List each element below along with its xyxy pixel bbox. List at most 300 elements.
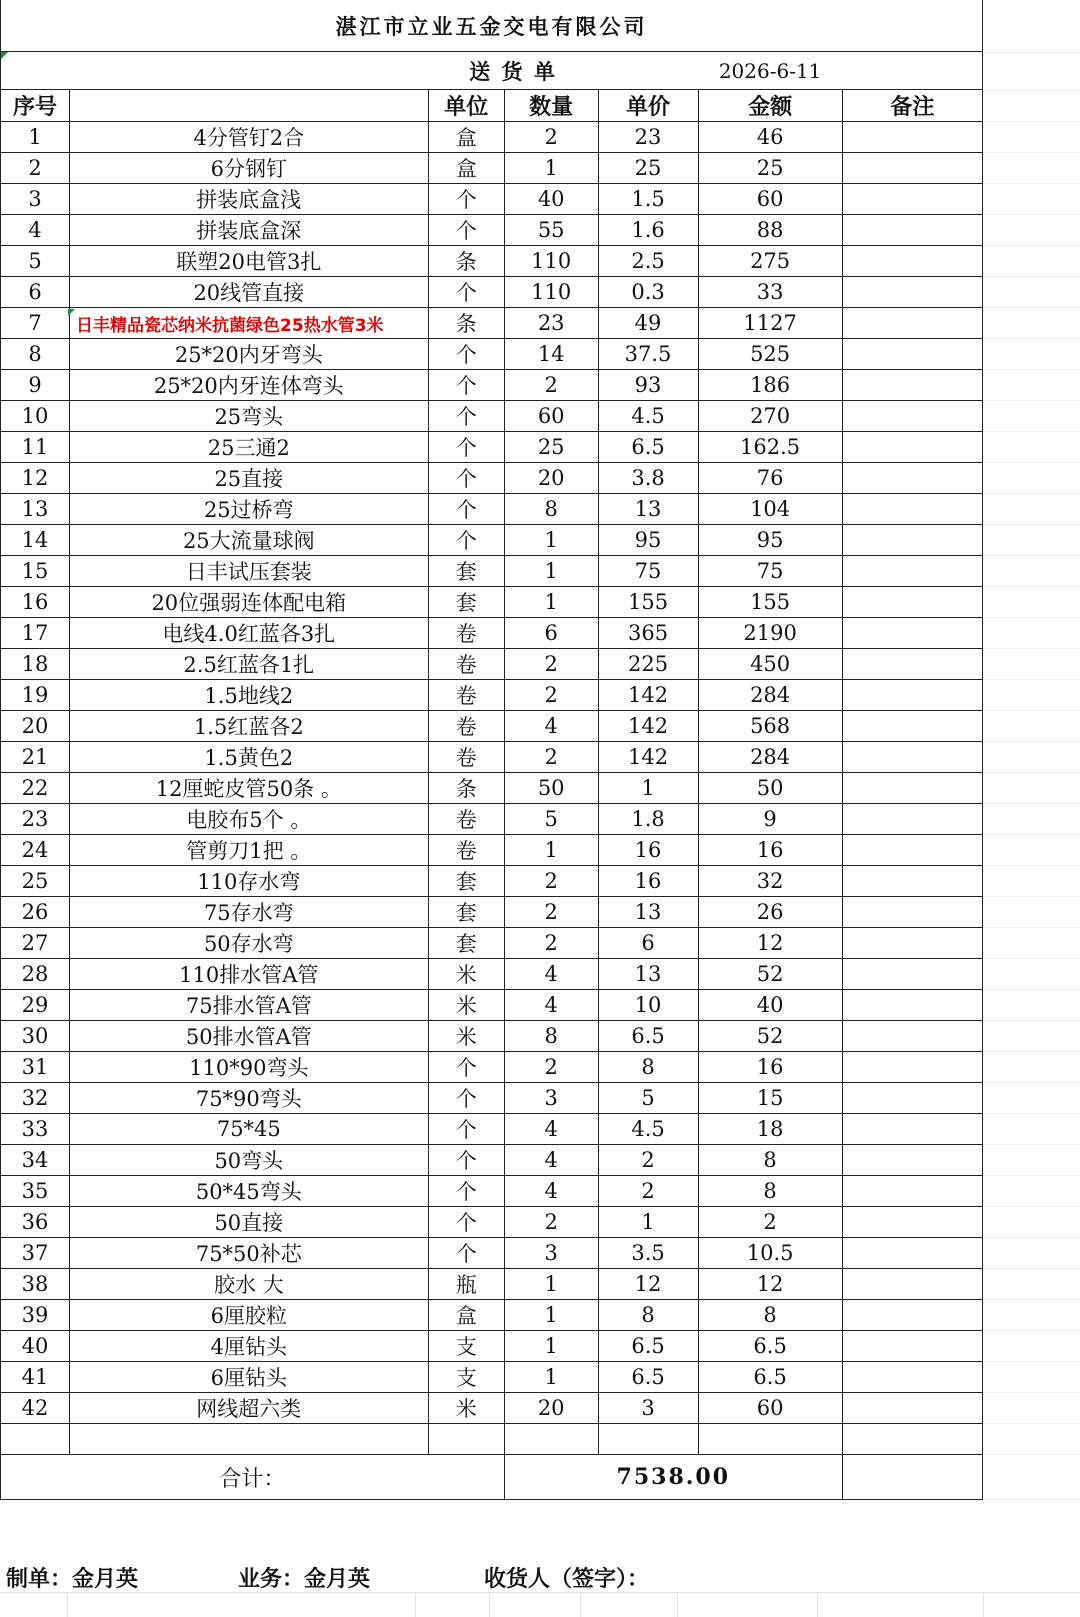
row-seq: 35 [1, 1176, 70, 1207]
row-note [842, 122, 982, 153]
row-unit: 个 [428, 525, 504, 556]
row-note [842, 649, 982, 680]
table-row [1, 897, 983, 928]
row-seq: 27 [1, 928, 70, 959]
row-amount: 568 [698, 711, 842, 742]
row-seq: 1 [1, 122, 70, 153]
table-row [1, 866, 983, 897]
row-qty: 2 [504, 928, 598, 959]
row-amount: 40 [698, 990, 842, 1021]
table-row [1, 246, 983, 277]
row-price: 3.8 [598, 463, 698, 494]
row-price: 2 [598, 1145, 698, 1176]
row-unit: 盒 [428, 1300, 504, 1331]
row-note [842, 990, 982, 1021]
row-amount: 12 [698, 928, 842, 959]
row-seq: 33 [1, 1114, 70, 1145]
row-seq: 9 [1, 370, 70, 401]
row-note [842, 1052, 982, 1083]
row-amount: 32 [698, 866, 842, 897]
table-row [1, 184, 983, 215]
row-unit: 个 [428, 1145, 504, 1176]
header-name [70, 90, 429, 122]
row-unit: 条 [428, 308, 504, 339]
row-note [842, 339, 982, 370]
row-qty: 2 [504, 370, 598, 401]
table-row [1, 308, 983, 339]
row-seq: 31 [1, 1052, 70, 1083]
row-note [842, 556, 982, 587]
row-amount: 50 [698, 773, 842, 804]
row-amount: 16 [698, 1052, 842, 1083]
row-price: 1.6 [598, 215, 698, 246]
row-note [842, 804, 982, 835]
row-amount: 104 [698, 494, 842, 525]
row-price: 16 [598, 835, 698, 866]
row-price: 13 [598, 959, 698, 990]
row-unit: 卷 [428, 649, 504, 680]
table-row [1, 122, 983, 153]
row-price: 3.5 [598, 1238, 698, 1269]
row-amount: 88 [698, 215, 842, 246]
row-seq: 28 [1, 959, 70, 990]
row-name: 管剪刀1把 。 [70, 835, 429, 866]
row-name: 50排水管A管 [70, 1021, 429, 1052]
row-amount: 18 [698, 1114, 842, 1145]
row-unit: 卷 [428, 804, 504, 835]
row-seq: 3 [1, 184, 70, 215]
row-amount: 33 [698, 277, 842, 308]
row-note [842, 1176, 982, 1207]
company-title: 湛江市立业五金交电有限公司 [1, 0, 983, 52]
row-note [842, 1393, 982, 1424]
row-name: 20线管直接 [70, 277, 429, 308]
row-amount: 8 [698, 1300, 842, 1331]
empty-gridlines-bottom [0, 1592, 1080, 1617]
row-qty: 2 [504, 897, 598, 928]
row-unit: 瓶 [428, 1269, 504, 1300]
row-note [842, 1114, 982, 1145]
row-name: 75*45 [70, 1114, 429, 1145]
row-price: 2.5 [598, 246, 698, 277]
row-seq: 36 [1, 1207, 70, 1238]
row-seq: 15 [1, 556, 70, 587]
table-row [1, 432, 983, 463]
row-name: 1.5黄色2 [70, 742, 429, 773]
row-note [842, 308, 982, 339]
row-unit: 支 [428, 1362, 504, 1393]
table-row [1, 494, 983, 525]
row-name: 20位强弱连体配电箱 [70, 587, 429, 618]
row-qty: 4 [504, 990, 598, 1021]
row-price: 225 [598, 649, 698, 680]
row-note [842, 277, 982, 308]
row-qty: 25 [504, 432, 598, 463]
row-amount: 52 [698, 959, 842, 990]
row-qty: 20 [504, 1393, 598, 1424]
row-name: 25*20内牙连体弯头 [70, 370, 429, 401]
row-unit: 套 [428, 556, 504, 587]
total-row [1, 1455, 983, 1500]
row-price: 2 [598, 1176, 698, 1207]
row-seq: 22 [1, 773, 70, 804]
row-price: 95 [598, 525, 698, 556]
row-price: 8 [598, 1052, 698, 1083]
row-price: 1.8 [598, 804, 698, 835]
table-row [1, 618, 983, 649]
row-note [842, 1021, 982, 1052]
row-amount: 75 [698, 556, 842, 587]
row-qty: 4 [504, 1176, 598, 1207]
row-name: 日丰精品瓷芯纳米抗菌绿色25热水管3米 [70, 308, 429, 339]
row-unit: 个 [428, 463, 504, 494]
row-unit: 个 [428, 1238, 504, 1269]
row-price: 49 [598, 308, 698, 339]
row-price: 6.5 [598, 432, 698, 463]
header-seq: 序号 [1, 90, 70, 122]
row-unit: 个 [428, 1176, 504, 1207]
document-subtitle: 送 货 单 [428, 52, 598, 90]
row-qty: 8 [504, 1021, 598, 1052]
row-price: 16 [598, 866, 698, 897]
row-name: 25弯头 [70, 401, 429, 432]
row-amount: 6.5 [698, 1331, 842, 1362]
document-date: 2026-6-11 [698, 52, 842, 90]
row-unit: 卷 [428, 835, 504, 866]
table-row [1, 1021, 983, 1052]
row-qty: 2 [504, 122, 598, 153]
table-row [1, 1207, 983, 1238]
row-qty: 2 [504, 680, 598, 711]
table-row [1, 804, 983, 835]
row-seq: 39 [1, 1300, 70, 1331]
row-price: 12 [598, 1269, 698, 1300]
row-seq: 18 [1, 649, 70, 680]
row-amount: 6.5 [698, 1362, 842, 1393]
row-note [842, 1331, 982, 1362]
row-name: 胶水 大 [70, 1269, 429, 1300]
row-note [842, 401, 982, 432]
row-unit: 个 [428, 1083, 504, 1114]
footer-receiver: 收货人（签字）： [484, 1566, 650, 1592]
row-price: 5 [598, 1083, 698, 1114]
row-seq: 12 [1, 463, 70, 494]
row-qty: 2 [504, 742, 598, 773]
table-row [1, 153, 983, 184]
row-qty: 6 [504, 618, 598, 649]
row-amount: 162.5 [698, 432, 842, 463]
table-row [1, 1083, 983, 1114]
row-note [842, 587, 982, 618]
row-qty: 1 [504, 1269, 598, 1300]
row-name: 12厘蛇皮管50条 。 [70, 773, 429, 804]
row-amount: 275 [698, 246, 842, 277]
row-amount: 52 [698, 1021, 842, 1052]
row-amount: 10.5 [698, 1238, 842, 1269]
row-unit: 个 [428, 494, 504, 525]
row-qty: 1 [504, 1331, 598, 1362]
table-row [1, 401, 983, 432]
row-qty: 8 [504, 494, 598, 525]
row-price: 3 [598, 1393, 698, 1424]
row-price: 13 [598, 897, 698, 928]
row-price: 142 [598, 680, 698, 711]
row-name: 50直接 [70, 1207, 429, 1238]
row-price: 142 [598, 742, 698, 773]
row-seq: 11 [1, 432, 70, 463]
table-row [1, 525, 983, 556]
row-note [842, 1269, 982, 1300]
header-price: 单价 [598, 90, 698, 122]
row-amount: 284 [698, 680, 842, 711]
row-qty: 60 [504, 401, 598, 432]
row-unit: 个 [428, 215, 504, 246]
empty-gridlines-right [983, 0, 1080, 1592]
row-name: 50存水弯 [70, 928, 429, 959]
row-unit: 个 [428, 277, 504, 308]
row-note [842, 432, 982, 463]
row-amount: 2190 [698, 618, 842, 649]
row-name: 75*50补芯 [70, 1238, 429, 1269]
row-price: 13 [598, 494, 698, 525]
row-amount: 60 [698, 184, 842, 215]
row-note [842, 866, 982, 897]
row-amount: 26 [698, 897, 842, 928]
row-qty: 2 [504, 1207, 598, 1238]
row-name: 2.5红蓝各1扎 [70, 649, 429, 680]
row-amount: 25 [698, 153, 842, 184]
total-value: 7538.00 [504, 1455, 842, 1500]
row-qty: 4 [504, 959, 598, 990]
row-seq: 40 [1, 1331, 70, 1362]
row-seq: 32 [1, 1083, 70, 1114]
table-row [1, 1269, 983, 1300]
row-qty: 50 [504, 773, 598, 804]
row-price: 25 [598, 153, 698, 184]
row-amount: 16 [698, 835, 842, 866]
row-name: 6分钢钉 [70, 153, 429, 184]
row-note [842, 1238, 982, 1269]
table-row [1, 1362, 983, 1393]
footer-sales: 业务：金月英 [238, 1566, 371, 1592]
row-amount: 525 [698, 339, 842, 370]
row-unit: 个 [428, 370, 504, 401]
row-unit: 盒 [428, 122, 504, 153]
row-seq: 6 [1, 277, 70, 308]
row-note [842, 928, 982, 959]
header-unit: 单位 [428, 90, 504, 122]
row-note [842, 680, 982, 711]
table-row [1, 587, 983, 618]
row-seq: 34 [1, 1145, 70, 1176]
header-row [1, 90, 983, 122]
row-price: 75 [598, 556, 698, 587]
table-row [1, 1052, 983, 1083]
row-note [842, 1083, 982, 1114]
table-row [1, 742, 983, 773]
row-name: 50弯头 [70, 1145, 429, 1176]
row-price: 6 [598, 928, 698, 959]
row-seq: 29 [1, 990, 70, 1021]
row-name: 6厘钻头 [70, 1362, 429, 1393]
row-price: 4.5 [598, 1114, 698, 1145]
row-amount: 8 [698, 1176, 842, 1207]
row-unit: 个 [428, 1207, 504, 1238]
row-seq: 21 [1, 742, 70, 773]
row-amount: 60 [698, 1393, 842, 1424]
row-name: 110*90弯头 [70, 1052, 429, 1083]
row-unit: 盒 [428, 153, 504, 184]
row-name: 联塑20电管3扎 [70, 246, 429, 277]
row-name: 4分管钉2合 [70, 122, 429, 153]
row-name: 网线超六类 [70, 1393, 429, 1424]
row-unit: 套 [428, 928, 504, 959]
row-amount: 2 [698, 1207, 842, 1238]
row-price: 8 [598, 1300, 698, 1331]
row-price: 23 [598, 122, 698, 153]
table-row [1, 1145, 983, 1176]
row-unit: 米 [428, 959, 504, 990]
row-unit: 个 [428, 401, 504, 432]
row-unit: 个 [428, 432, 504, 463]
row-name: 1.5地线2 [70, 680, 429, 711]
row-note [842, 370, 982, 401]
row-qty: 55 [504, 215, 598, 246]
cell-comment-marker [1, 52, 8, 59]
row-qty: 1 [504, 525, 598, 556]
row-note [842, 246, 982, 277]
table-row [1, 339, 983, 370]
cell-comment-marker [68, 309, 75, 316]
row-qty: 1 [504, 1300, 598, 1331]
row-qty: 110 [504, 246, 598, 277]
row-qty: 1 [504, 1362, 598, 1393]
table-row [1, 990, 983, 1021]
row-price: 4.5 [598, 401, 698, 432]
row-price: 6.5 [598, 1362, 698, 1393]
footer-maker: 制单：金月英 [6, 1566, 139, 1592]
table-row [1, 215, 983, 246]
row-qty: 1 [504, 587, 598, 618]
header-qty: 数量 [504, 90, 598, 122]
row-qty: 1 [504, 835, 598, 866]
row-unit: 套 [428, 897, 504, 928]
table-row [1, 711, 983, 742]
row-price: 0.3 [598, 277, 698, 308]
table-row [1, 556, 983, 587]
row-seq: 24 [1, 835, 70, 866]
row-note [842, 215, 982, 246]
row-price: 1.5 [598, 184, 698, 215]
header-amount: 金额 [698, 90, 842, 122]
row-price: 155 [598, 587, 698, 618]
table-row [1, 649, 983, 680]
row-seq: 20 [1, 711, 70, 742]
row-amount: 95 [698, 525, 842, 556]
row-name: 50*45弯头 [70, 1176, 429, 1207]
row-name: 4厘钻头 [70, 1331, 429, 1362]
row-name: 25三通2 [70, 432, 429, 463]
row-seq: 4 [1, 215, 70, 246]
row-note [842, 1300, 982, 1331]
row-seq: 13 [1, 494, 70, 525]
row-seq: 23 [1, 804, 70, 835]
row-qty: 3 [504, 1238, 598, 1269]
row-seq: 41 [1, 1362, 70, 1393]
row-amount: 284 [698, 742, 842, 773]
row-qty: 1 [504, 153, 598, 184]
row-note [842, 835, 982, 866]
row-unit: 条 [428, 246, 504, 277]
table-row [1, 277, 983, 308]
row-note [842, 153, 982, 184]
row-name: 25大流量球阀 [70, 525, 429, 556]
row-seq: 17 [1, 618, 70, 649]
row-price: 1 [598, 1207, 698, 1238]
row-amount: 155 [698, 587, 842, 618]
row-seq: 37 [1, 1238, 70, 1269]
row-unit: 卷 [428, 742, 504, 773]
row-unit: 卷 [428, 618, 504, 649]
row-unit: 个 [428, 1052, 504, 1083]
row-amount: 450 [698, 649, 842, 680]
header-note: 备注 [842, 90, 982, 122]
table-row [1, 928, 983, 959]
row-qty: 4 [504, 711, 598, 742]
row-unit: 卷 [428, 711, 504, 742]
total-label: 合计： [1, 1455, 505, 1500]
row-unit: 米 [428, 1393, 504, 1424]
table-row [1, 835, 983, 866]
row-note [842, 1207, 982, 1238]
row-note [842, 463, 982, 494]
row-price: 93 [598, 370, 698, 401]
row-qty: 4 [504, 1114, 598, 1145]
row-seq: 10 [1, 401, 70, 432]
row-price: 10 [598, 990, 698, 1021]
row-price: 37.5 [598, 339, 698, 370]
row-unit: 个 [428, 184, 504, 215]
row-unit: 米 [428, 990, 504, 1021]
row-qty: 40 [504, 184, 598, 215]
row-price: 6.5 [598, 1021, 698, 1052]
row-seq: 42 [1, 1393, 70, 1424]
row-note [842, 525, 982, 556]
row-seq: 25 [1, 866, 70, 897]
row-seq: 7 [1, 308, 70, 339]
row-amount: 12 [698, 1269, 842, 1300]
row-qty: 14 [504, 339, 598, 370]
table-row [1, 463, 983, 494]
table-row [1, 1300, 983, 1331]
row-note [842, 618, 982, 649]
row-unit: 套 [428, 866, 504, 897]
row-note [842, 959, 982, 990]
table-row [1, 1331, 983, 1362]
row-amount: 76 [698, 463, 842, 494]
row-note [842, 494, 982, 525]
row-note [842, 184, 982, 215]
row-name: 电胶布5个 。 [70, 804, 429, 835]
row-name: 电线4.0红蓝各3扎 [70, 618, 429, 649]
row-qty: 23 [504, 308, 598, 339]
row-name: 6厘胶粒 [70, 1300, 429, 1331]
row-seq: 38 [1, 1269, 70, 1300]
row-name: 75存水弯 [70, 897, 429, 928]
row-amount: 15 [698, 1083, 842, 1114]
row-price: 6.5 [598, 1331, 698, 1362]
row-amount: 8 [698, 1145, 842, 1176]
